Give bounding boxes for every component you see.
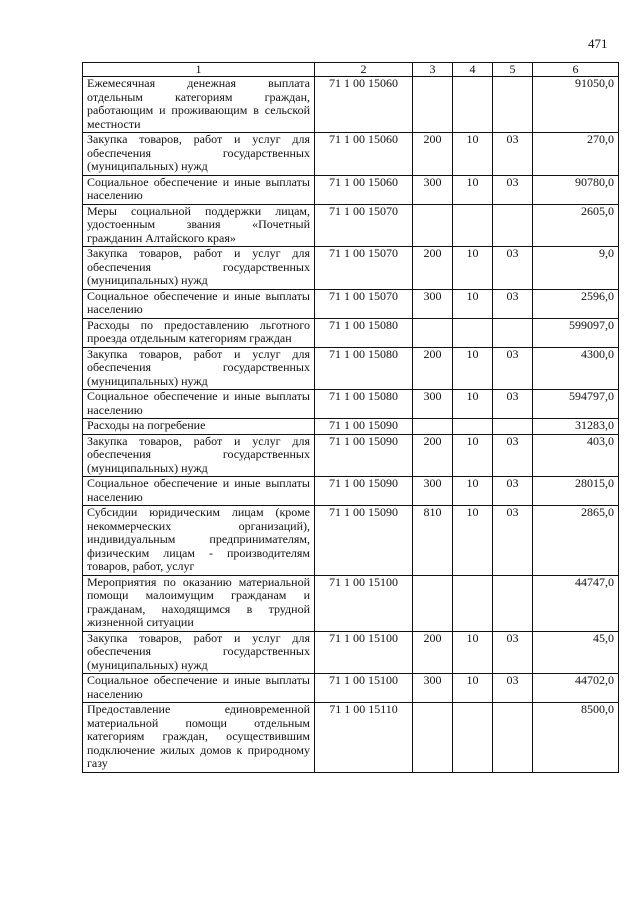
- row-section-cell: [453, 318, 493, 347]
- row-type-cell: [413, 575, 453, 631]
- row-subsection-cell: 03: [493, 289, 533, 318]
- row-subsection-cell: [493, 419, 533, 435]
- row-section-cell: 10: [453, 477, 493, 506]
- table-row: [83, 247, 619, 290]
- row-subsection-cell: 03: [493, 390, 533, 419]
- table-row: [83, 419, 619, 435]
- row-code-cell: 71 1 00 15080: [315, 347, 413, 390]
- column-header: 3: [413, 63, 453, 77]
- row-type-cell: 810: [413, 506, 453, 576]
- row-subsection-cell: 03: [493, 477, 533, 506]
- table-row: [83, 506, 619, 576]
- row-name-cell: Социальное обеспечение и иные выплаты населению: [83, 289, 315, 318]
- row-code-cell: 71 1 00 15080: [315, 318, 413, 347]
- table-row: [83, 674, 619, 703]
- row-subsection-cell: 03: [493, 247, 533, 290]
- row-code-cell: 71 1 00 15070: [315, 247, 413, 290]
- row-type-cell: 200: [413, 247, 453, 290]
- row-code-cell: 71 1 00 15080: [315, 390, 413, 419]
- row-name-cell: Социальное обеспечение и иные выплаты населению: [83, 175, 315, 204]
- row-amount-cell: 44702,0: [533, 674, 619, 703]
- table-row: [83, 575, 619, 631]
- row-code-cell: 71 1 00 15060: [315, 77, 413, 133]
- column-header: 6: [533, 63, 619, 77]
- row-amount-cell: 90780,0: [533, 175, 619, 204]
- row-subsection-cell: 03: [493, 631, 533, 674]
- row-name-cell: Расходы на погребение: [83, 419, 315, 435]
- row-name-cell: Социальное обеспечение и иные выплаты населению: [83, 477, 315, 506]
- row-amount-cell: 8500,0: [533, 703, 619, 773]
- row-section-cell: 10: [453, 674, 493, 703]
- row-name-cell: Закупка товаров, работ и услуг для обеспечения государственных (муниципальных) нужд: [83, 631, 315, 674]
- row-subsection-cell: [493, 575, 533, 631]
- table-body: [83, 77, 619, 773]
- row-type-cell: 200: [413, 133, 453, 176]
- row-name-cell: Предоставление единовременной материальной помощи отдельным категориям граждан, осуществившим подключение жилых домов к природному газу: [83, 703, 315, 773]
- page-number: 471: [588, 36, 608, 51]
- row-code-cell: 71 1 00 15090: [315, 434, 413, 477]
- column-header: 4: [453, 63, 493, 77]
- row-type-cell: 300: [413, 175, 453, 204]
- row-subsection-cell: [493, 77, 533, 133]
- row-section-cell: [453, 419, 493, 435]
- row-subsection-cell: 03: [493, 674, 533, 703]
- row-type-cell: [413, 703, 453, 773]
- row-code-cell: 71 1 00 15090: [315, 477, 413, 506]
- row-amount-cell: 4300,0: [533, 347, 619, 390]
- row-name-cell: Меры социальной поддержки лицам, удостоенным звания «Почетный гражданин Алтайского края»: [83, 204, 315, 247]
- column-header: 2: [315, 63, 413, 77]
- row-code-cell: 71 1 00 15090: [315, 506, 413, 576]
- row-type-cell: 300: [413, 289, 453, 318]
- row-code-cell: 71 1 00 15100: [315, 631, 413, 674]
- row-code-cell: 71 1 00 15070: [315, 204, 413, 247]
- budget-table: [82, 62, 619, 773]
- row-type-cell: 200: [413, 347, 453, 390]
- row-amount-cell: 91050,0: [533, 77, 619, 133]
- row-type-cell: 300: [413, 390, 453, 419]
- row-section-cell: 10: [453, 175, 493, 204]
- row-section-cell: [453, 703, 493, 773]
- row-name-cell: Закупка товаров, работ и услуг для обеспечения государственных (муниципальных) нужд: [83, 434, 315, 477]
- row-amount-cell: 599097,0: [533, 318, 619, 347]
- row-section-cell: 10: [453, 133, 493, 176]
- row-amount-cell: 2605,0: [533, 204, 619, 247]
- row-section-cell: [453, 204, 493, 247]
- row-subsection-cell: 03: [493, 175, 533, 204]
- row-subsection-cell: [493, 204, 533, 247]
- row-code-cell: 71 1 00 15110: [315, 703, 413, 773]
- row-name-cell: Социальное обеспечение и иные выплаты населению: [83, 390, 315, 419]
- row-amount-cell: 403,0: [533, 434, 619, 477]
- column-header: 5: [493, 63, 533, 77]
- row-name-cell: Расходы по предоставлению льготного проезда отдельным категориям граждан: [83, 318, 315, 347]
- row-code-cell: 71 1 00 15070: [315, 289, 413, 318]
- row-subsection-cell: [493, 318, 533, 347]
- row-type-cell: 200: [413, 434, 453, 477]
- row-type-cell: [413, 419, 453, 435]
- row-subsection-cell: 03: [493, 347, 533, 390]
- table-row: [83, 289, 619, 318]
- row-section-cell: 10: [453, 289, 493, 318]
- row-type-cell: [413, 77, 453, 133]
- row-type-cell: 300: [413, 674, 453, 703]
- row-amount-cell: 28015,0: [533, 477, 619, 506]
- table-row: [83, 175, 619, 204]
- row-name-cell: Ежемесячная денежная выплата отдельным категориям граждан, работающим и проживающим в сельской местности: [83, 77, 315, 133]
- row-code-cell: 71 1 00 15100: [315, 575, 413, 631]
- row-subsection-cell: [493, 703, 533, 773]
- row-section-cell: 10: [453, 631, 493, 674]
- row-amount-cell: 594797,0: [533, 390, 619, 419]
- table-row: [83, 347, 619, 390]
- row-name-cell: Закупка товаров, работ и услуг для обеспечения государственных (муниципальных) нужд: [83, 247, 315, 290]
- row-type-cell: [413, 204, 453, 247]
- row-amount-cell: 270,0: [533, 133, 619, 176]
- row-amount-cell: 2596,0: [533, 289, 619, 318]
- row-amount-cell: 44747,0: [533, 575, 619, 631]
- row-name-cell: Закупка товаров, работ и услуг для обеспечения государственных (муниципальных) нужд: [83, 133, 315, 176]
- table-row: [83, 133, 619, 176]
- row-code-cell: 71 1 00 15060: [315, 133, 413, 176]
- row-type-cell: 300: [413, 477, 453, 506]
- table-row: [83, 318, 619, 347]
- row-section-cell: 10: [453, 390, 493, 419]
- row-subsection-cell: 03: [493, 506, 533, 576]
- table-row: [83, 703, 619, 773]
- row-amount-cell: 31283,0: [533, 419, 619, 435]
- row-code-cell: 71 1 00 15090: [315, 419, 413, 435]
- row-section-cell: 10: [453, 347, 493, 390]
- column-header: 1: [83, 63, 315, 77]
- row-amount-cell: 9,0: [533, 247, 619, 290]
- table-row: [83, 77, 619, 133]
- row-amount-cell: 45,0: [533, 631, 619, 674]
- row-subsection-cell: 03: [493, 434, 533, 477]
- row-name-cell: Субсидии юридическим лицам (кроме некоммерческих организаций), индивидуальным предпринимателям, физическим лицам - производителям товаров, работ, услуг: [83, 506, 315, 576]
- row-type-cell: [413, 318, 453, 347]
- table-row: [83, 477, 619, 506]
- row-section-cell: 10: [453, 506, 493, 576]
- row-section-cell: [453, 77, 493, 133]
- row-code-cell: 71 1 00 15100: [315, 674, 413, 703]
- row-section-cell: 10: [453, 434, 493, 477]
- table-row: [83, 631, 619, 674]
- row-type-cell: 200: [413, 631, 453, 674]
- table-header-row: [83, 63, 619, 77]
- row-name-cell: Социальное обеспечение и иные выплаты населению: [83, 674, 315, 703]
- row-name-cell: Закупка товаров, работ и услуг для обеспечения государственных (муниципальных) нужд: [83, 347, 315, 390]
- row-name-cell: Мероприятия по оказанию материальной помощи малоимущим гражданам и гражданам, находящимся в трудной жизненной ситуации: [83, 575, 315, 631]
- table-row: [83, 390, 619, 419]
- row-amount-cell: 2865,0: [533, 506, 619, 576]
- row-code-cell: 71 1 00 15060: [315, 175, 413, 204]
- table-row: [83, 434, 619, 477]
- row-section-cell: [453, 575, 493, 631]
- row-section-cell: 10: [453, 247, 493, 290]
- table-row: [83, 204, 619, 247]
- row-subsection-cell: 03: [493, 133, 533, 176]
